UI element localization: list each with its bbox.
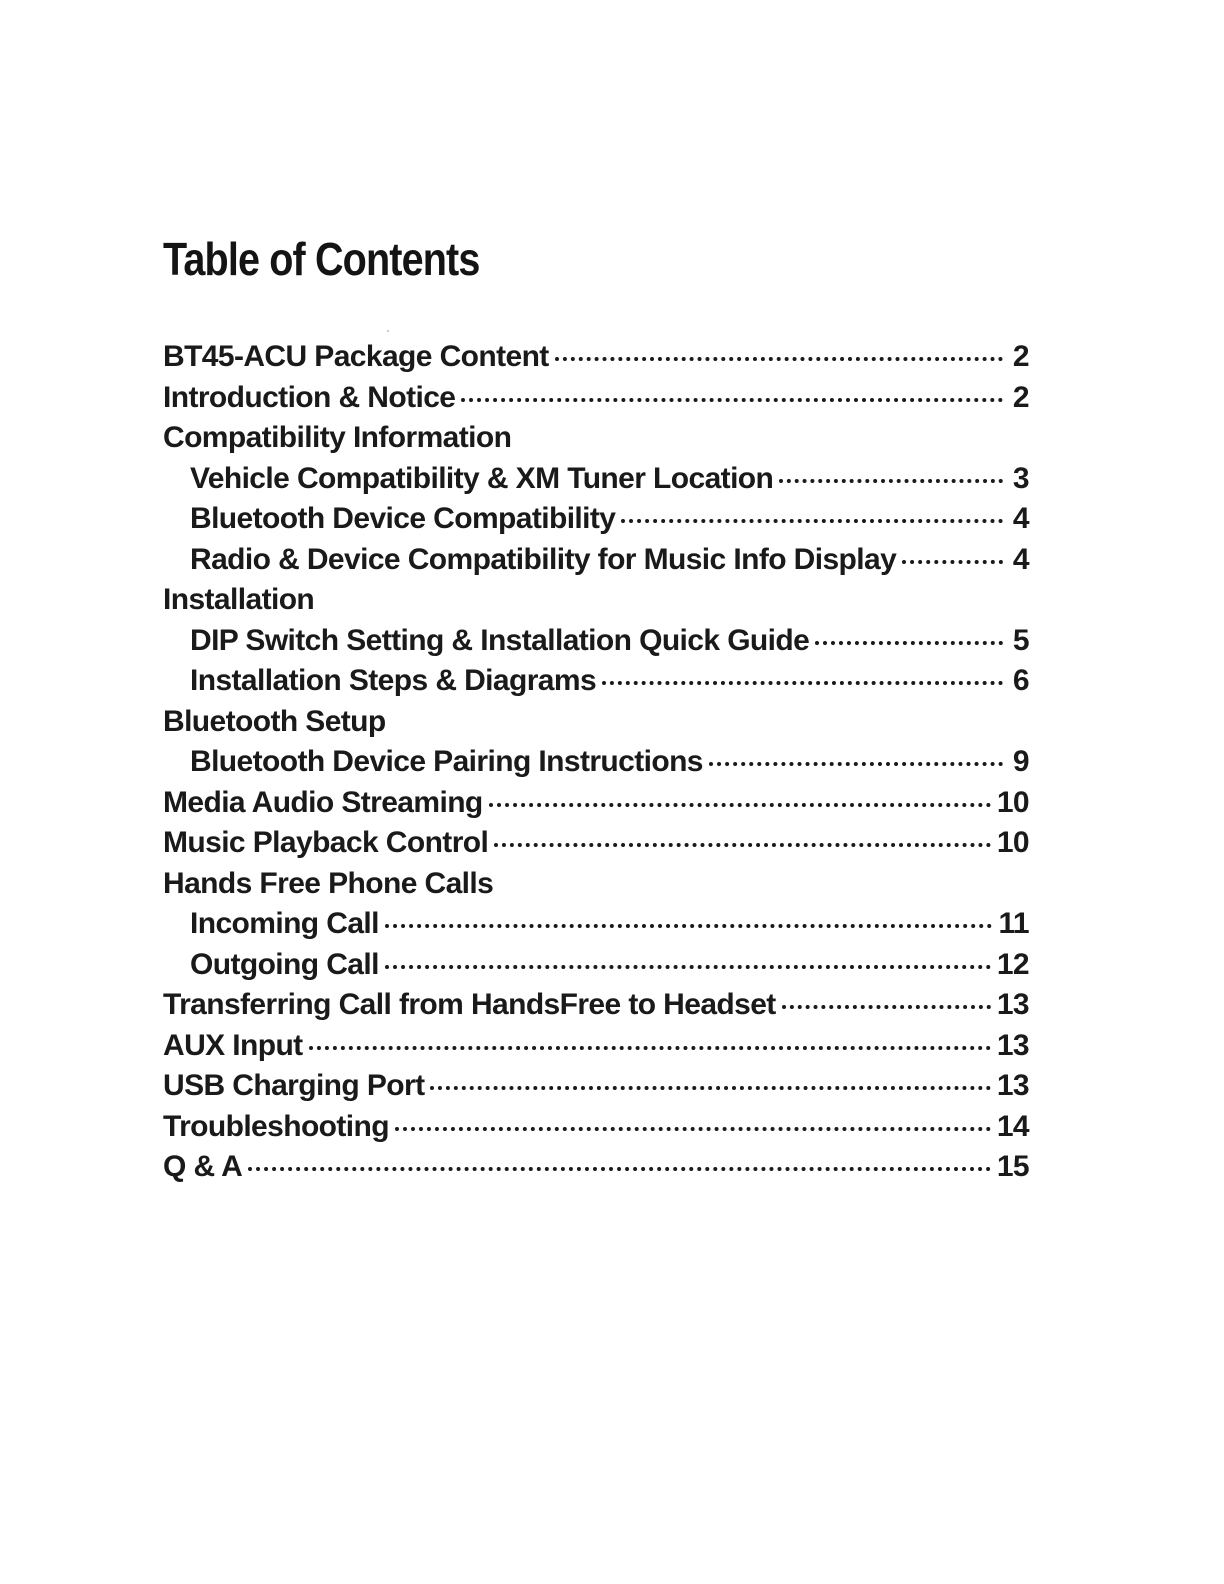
toc-subentry[interactable] xyxy=(163,745,1029,786)
toc-entry-page: 4 xyxy=(1012,542,1029,576)
toc-entry-label: Transferring Call from HandsFree to Headset xyxy=(163,988,776,1021)
toc-entry-label: Outgoing Call xyxy=(190,947,379,981)
toc-entry-page: 3 xyxy=(1012,461,1029,495)
dot-leader xyxy=(621,519,1003,523)
toc-subentry[interactable] xyxy=(163,462,1029,503)
toc-entry-label: Bluetooth Setup xyxy=(163,704,386,738)
toc-entry-label: Installation Steps & Diagrams xyxy=(190,664,597,697)
toc-entry-page: 6 xyxy=(1012,664,1029,697)
dot-leader xyxy=(602,681,1003,685)
toc-subentry[interactable] xyxy=(163,502,1029,543)
dot-leader xyxy=(782,1005,991,1009)
toc-entry-page: 10 xyxy=(996,785,1029,819)
toc-entry-label: Radio & Device Compatibility for Music Info Display xyxy=(190,542,897,576)
toc-entry-label: Music Playback Control xyxy=(163,826,489,859)
dot-leader xyxy=(779,479,1003,483)
toc-entry[interactable] xyxy=(163,1069,1029,1110)
toc-entry-label: USB Charging Port xyxy=(163,1069,425,1102)
toc-entry-label: Hands Free Phone Calls xyxy=(163,866,494,900)
toc-entry[interactable] xyxy=(163,1029,1029,1070)
toc-entry[interactable] xyxy=(163,826,1029,867)
dot-leader xyxy=(815,641,1003,645)
toc-entry-page: 14 xyxy=(996,1109,1029,1143)
toc-subentry[interactable] xyxy=(163,907,1029,948)
toc-entry[interactable] xyxy=(163,786,1029,827)
dot-leader xyxy=(494,843,991,847)
dot-leader xyxy=(309,1046,991,1050)
toc-entry-page: 9 xyxy=(1012,745,1029,778)
toc-entry-label: BT45-ACU Package Content xyxy=(163,340,549,373)
toc-entry[interactable] xyxy=(163,1110,1029,1151)
toc-entry-page: 13 xyxy=(996,988,1029,1021)
toc-subentry[interactable] xyxy=(163,624,1029,665)
dot-leader xyxy=(709,762,1003,766)
dot-leader xyxy=(902,560,1003,564)
toc-entry[interactable] xyxy=(163,1150,1029,1191)
toc-entry-page: 2 xyxy=(1012,380,1029,414)
page-title: Table of Contents xyxy=(163,233,480,285)
toc-list xyxy=(163,340,1029,1191)
toc-entry-label: Incoming Call xyxy=(190,907,379,940)
dot-leader xyxy=(248,1167,991,1171)
dot-leader xyxy=(489,803,991,807)
toc-section-heading[interactable] xyxy=(163,705,1029,746)
toc-section-heading[interactable] xyxy=(163,867,1029,908)
toc-entry-page: 13 xyxy=(996,1028,1029,1062)
toc-entry-page: 13 xyxy=(996,1069,1029,1102)
toc-entry[interactable] xyxy=(163,381,1029,422)
toc-entry-page: 12 xyxy=(996,947,1029,981)
toc-entry-label: Introduction & Notice xyxy=(163,380,456,414)
toc-section-heading[interactable] xyxy=(163,421,1029,462)
dot-leader xyxy=(385,965,991,969)
dot-leader xyxy=(395,1127,991,1131)
toc-section-heading[interactable] xyxy=(163,583,1029,624)
toc-entry-page: 15 xyxy=(996,1150,1029,1183)
scan-speck xyxy=(387,330,389,332)
toc-entry-label: Bluetooth Device Pairing Instructions xyxy=(190,745,703,778)
toc-entry-label: Q & A xyxy=(163,1150,243,1183)
toc-entry-label: DIP Switch Setting & Installation Quick Guide xyxy=(190,623,810,657)
toc-entry[interactable] xyxy=(163,340,1029,381)
toc-entry-label: Bluetooth Device Compatibility xyxy=(190,502,616,535)
toc-subentry[interactable] xyxy=(163,948,1029,989)
toc-entry-label: Compatibility Information xyxy=(163,421,512,454)
toc-entry-label: AUX Input xyxy=(163,1028,303,1062)
toc-entry-label: Vehicle Compatibility & XM Tuner Location xyxy=(190,461,774,495)
toc-entry-page: 2 xyxy=(1012,340,1029,373)
toc-entry[interactable] xyxy=(163,988,1029,1029)
dot-leader xyxy=(430,1086,990,1090)
dot-leader xyxy=(461,398,1003,402)
toc-subentry[interactable] xyxy=(163,543,1029,584)
toc-entry-page: 5 xyxy=(1012,623,1029,657)
toc-subentry[interactable] xyxy=(163,664,1029,705)
toc-entry-label: Troubleshooting xyxy=(163,1109,389,1143)
toc-entry-page: 4 xyxy=(1012,502,1029,535)
toc-entry-page: 10 xyxy=(996,826,1029,859)
toc-entry-label: Media Audio Streaming xyxy=(163,785,483,819)
toc-entry-label: Installation xyxy=(163,583,315,616)
dot-leader xyxy=(385,924,993,928)
dot-leader xyxy=(555,357,1003,361)
toc-entry-page: 11 xyxy=(998,907,1029,940)
